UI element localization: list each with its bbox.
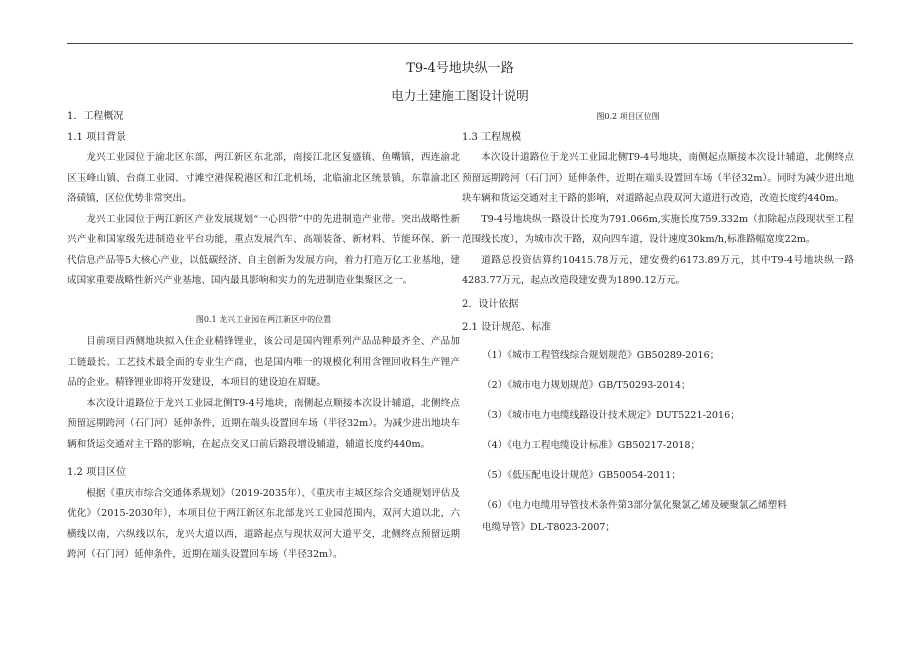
paragraph-enterprise: 目前项目西侧地块拟入住企业精锋锂业，该公司是国内锂系列产品品种最齐全、产品加工链最长、工艺技术最全面的专业生产商，也是国内唯一的规模化利用含锂回收料生产锂产品的企业。精锋锂业即将开发建设，本项目的建设迫在眉睫。 [67,336,460,388]
figure-caption-0-1: 图0.1 龙兴工业园在两江新区中的位置 [195,314,332,324]
list-item: （1）《城市工程管线综合规划规范》GB50289-2016； [482,349,720,361]
section-heading-2-1: 2.1 设计规范、标准 [462,322,552,333]
paragraph-investment: 道路总投资估算约10415.78万元，建安费约6173.89万元，其中T9-4号地块纵一路4283.77万元，起点改造段建安费为1890.12万元。 [462,254,854,286]
paragraph-industry: 龙兴工业园位于两江新区产业发展规划“一心四带”中的先进制造产业带。突出战略性新兴产业和国家级先进制造业平台功能，重点发展汽车、高端装备、新材料、节能环保、新一代信息产品等5大核心产业，以低碳经济、自主创新为发展方向，着力打造万亿工业基地，建成国家重要战略性新兴产业基地、国内最具影响和实力的先进制造业集聚区之一。 [67,213,460,286]
list-item: （2）《城市电力规划规范》GB/T50293-2014； [482,379,691,391]
paragraph-scope: 本次设计道路位于龙兴工业园北侧T9-4号地块，南侧起点顺接本次设计辅道，北侧终点预留远期跨河（石门河）延伸条件，近期在端头设置回车场（半径32m）。同时为减少进出地块车辆和货运交通对主干路的影响，对道路起点段双河大道进行改造，改造长度约440m。 [462,152,854,204]
list-item: （4）《电力工程电缆设计标准》GB50217-2018； [482,439,701,451]
paragraph-road: 本次设计道路位于龙兴工业园北侧T9-4号地块，南侧起点顺接本次设计辅道，北侧终点预留远期跨河（石门河）延伸条件，近期在端头设置回车场（半径32m）。为减少进出地块车辆和货运交通对主干路的影响，在起点交叉口前后路段增设辅道，辅道长度约440m。 [67,397,460,450]
document-subtitle: 电力土建施工图设计说明 [391,88,529,103]
paragraph-length: T9-4号地块纵一路设计长度为791.066m,实施长度759.332m（扣除起点段现状至工程范围线长度），为城市次干路，双向四车道，设计速度30km/h,标准路幅宽度22m。 [462,213,854,245]
paragraph-region: 根据《重庆市综合交通体系规划》（2019-2035年）、《重庆市主城区综合交通规划评估及优化》（2015-2030年），本项目位于两江新区东北部龙兴工业园范围内，双河大道以北，六横线以南，六纵线以东，龙兴大道以西，道路起点与现状双河大道平交，北侧终点预留远期跨河（石门河）延伸条件，近期在端头设置回车场（半径32m）。 [67,487,460,560]
document-title: T9-4号地块纵一路 [406,61,514,76]
left-column [67,107,460,566]
list-item-continued: 电缆导管》DL-T8023-2007； [482,521,615,533]
section-heading-1-1: 1.1 项目背景 [67,131,127,143]
right-column [462,107,854,539]
list-item: （3）《城市电力电缆线路设计技术规定》DUT5221-2016； [482,409,740,421]
standards-list-item-6 [462,495,854,539]
header-rule [67,43,853,44]
section-heading-1: 1．工程概况 [67,111,124,122]
section-heading-1-3: 1.3 工程规模 [462,131,522,143]
section-heading-1-2: 1.2 项目区位 [67,467,127,478]
section-heading-2: 2．设计依据 [462,298,519,310]
standards-list [462,341,854,491]
list-item: （5）《低压配电设计规范》GB50054-2011； [482,469,681,481]
figure-caption-0-2: 图0.2 项目区位图 [596,112,660,121]
paragraph-location: 龙兴工业园位于渝北区东部，两江新区东北部，南接江北区复盛镇、鱼嘴镇，西连渝北区玉峰山镇、台商工业园、寸滩空港保税港区和江北机场，北临渝北区统景镇，东靠渝北区洛碛镇，区位优势非常突出。 [67,152,460,204]
list-item: （6）《电力电缆用导管技术条件第3部分氯化聚氯乙烯及硬聚氯乙烯塑料 [482,499,787,511]
